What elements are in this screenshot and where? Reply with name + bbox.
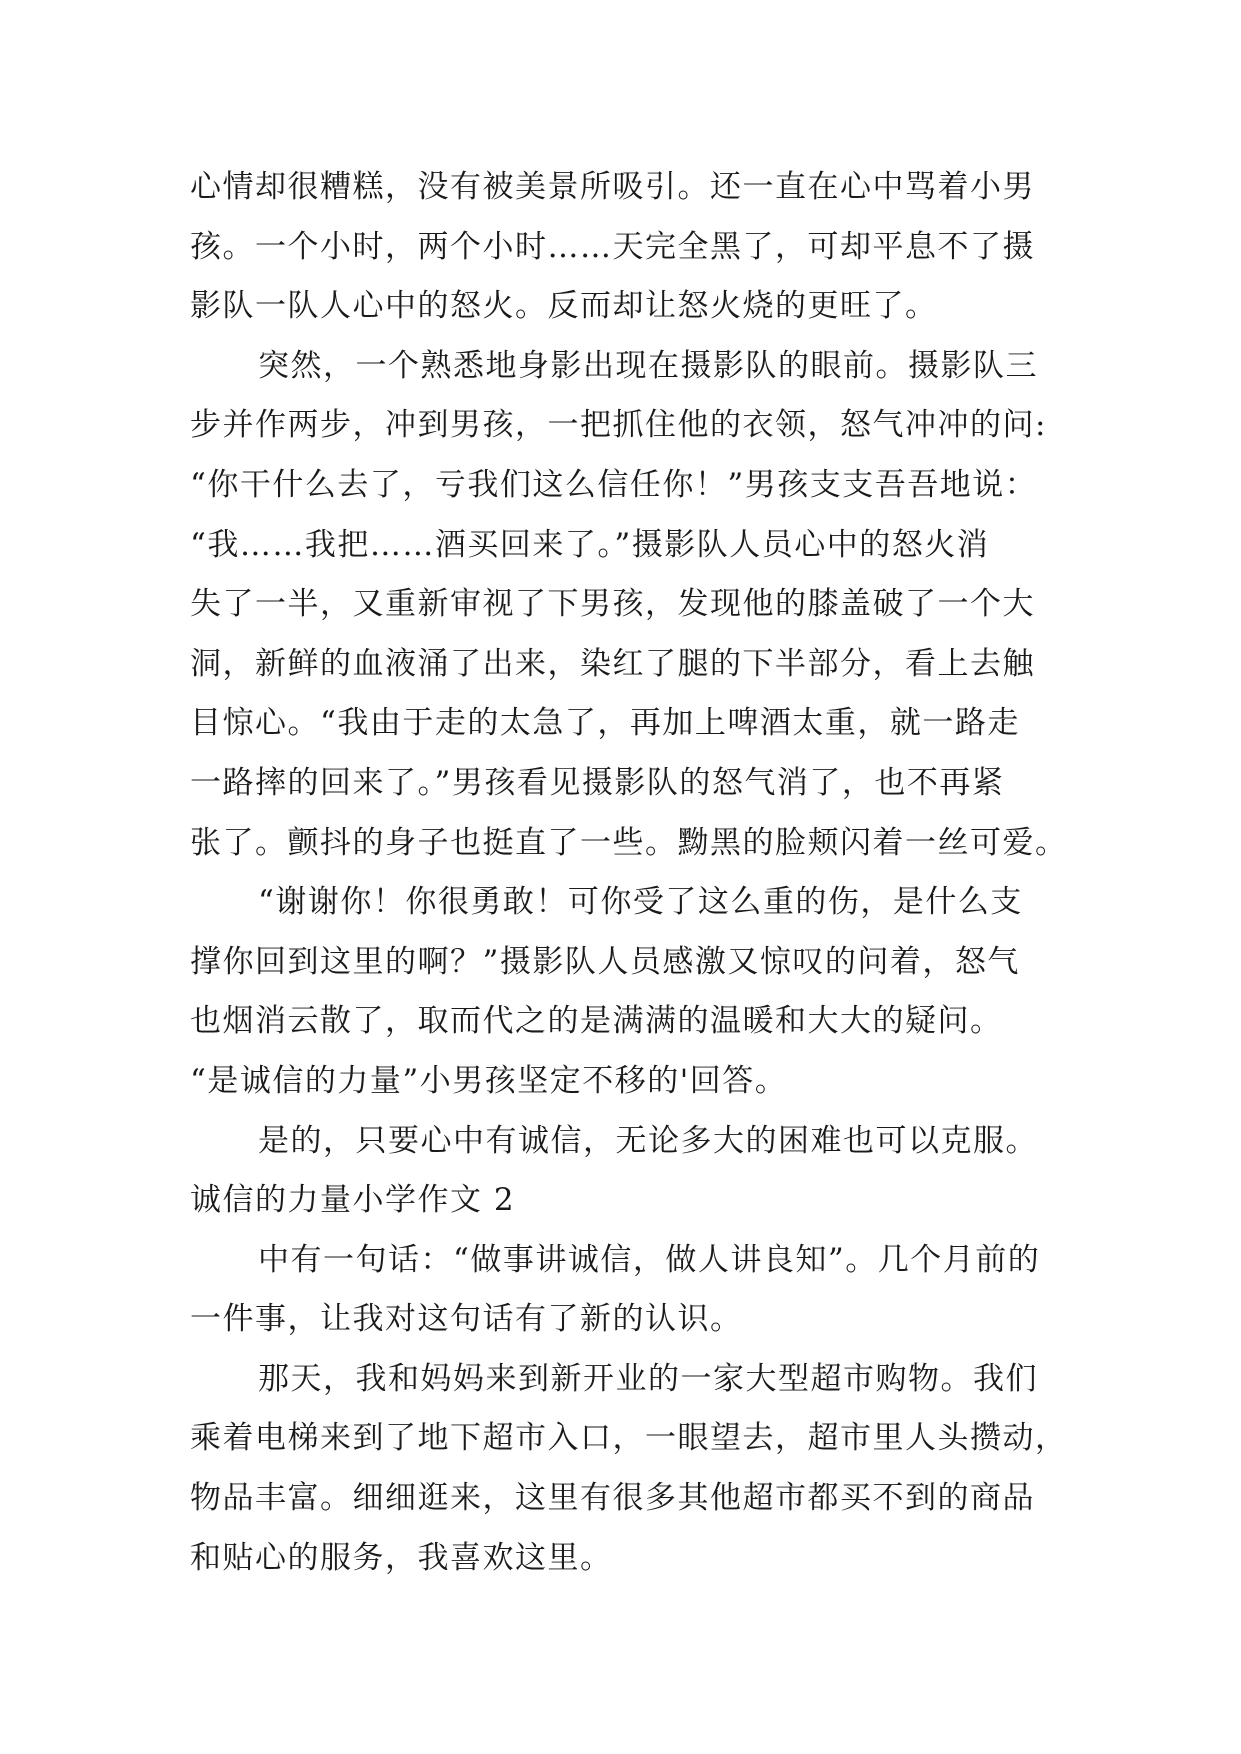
document-body [190,158,1070,1588]
text-line: 诚信的力量小学作文 2 [190,1182,516,1219]
text-line: 心情却很糟糕，没有被美景所吸引。还一直在心中骂着小男 [190,169,1035,205]
text-line: 突然，一个熟悉地身影出现在摄影队的眼前。摄影队三 [258,347,1038,384]
text-line: 和贴心的服务，我喜欢这里。 [190,1539,613,1576]
text-line: 那天，我和妈妈来到新开业的一家大型超市购物。我们 [258,1360,1038,1397]
text-line: “是诚信的力量”小男孩坚定不移的'回答。 [190,1062,788,1099]
text-line: 影队一队人心中的怒火。反而却让怒火烧的更旺了。 [190,288,938,325]
text-line: 也烟消云散了，取而代之的是满满的温暖和大大的疑问。 [190,1003,1003,1040]
text-line: 乘着电梯来到了地下超市入口，一眼望去，超市里人头攒动， [190,1420,1068,1457]
text-line: 目惊心。“我由于走的太急了，再加上啤酒太重，就一路走 [190,705,1020,742]
text-line: 失了一半，又重新审视了下男孩，发现他的膝盖破了一个大 [190,586,1035,623]
text-line: 孩。一个小时，两个小时……天完全黑了，可却平息不了摄 [190,228,1035,265]
text-line: 张了。颤抖的身子也挺直了一些。黝黑的脸颊闪着一丝可爱。 [190,824,1068,861]
text-line: 洞，新鲜的血液涌了出来，染红了腿的下半部分，看上去触 [190,645,1035,682]
text-line: 一路摔的回来了。”男孩看见摄影队的怒气消了，也不再紧 [190,764,1005,801]
text-line: 一件事，让我对这句话有了新的认识。 [190,1301,743,1338]
text-line: “我……我把……酒买回来了。”摄影队人员心中的怒火消 [190,526,990,563]
text-line: “你干什么去了，亏我们这么信任你！”男孩支支吾吾地说： [190,466,1038,503]
text-line: 中有一句话：“做事讲诚信，做人讲良知”。几个月前的 [258,1241,1041,1278]
text-line: 物品丰富。细细逛来，这里有很多其他超市都买不到的商品 [190,1480,1035,1517]
text-line: “谢谢你！你很勇敢！可你受了这么重的伤，是什么支 [258,884,1023,921]
text-line: 步并作两步，冲到男孩，一把抓住他的衣领，怒气冲冲的问: [190,407,1047,444]
text-line: 撑你回到这里的啊？”摄影队人员感激又惊叹的问着，怒气 [190,943,1020,980]
text-line: 是的，只要心中有诚信，无论多大的困难也可以克服。 [258,1122,1038,1159]
